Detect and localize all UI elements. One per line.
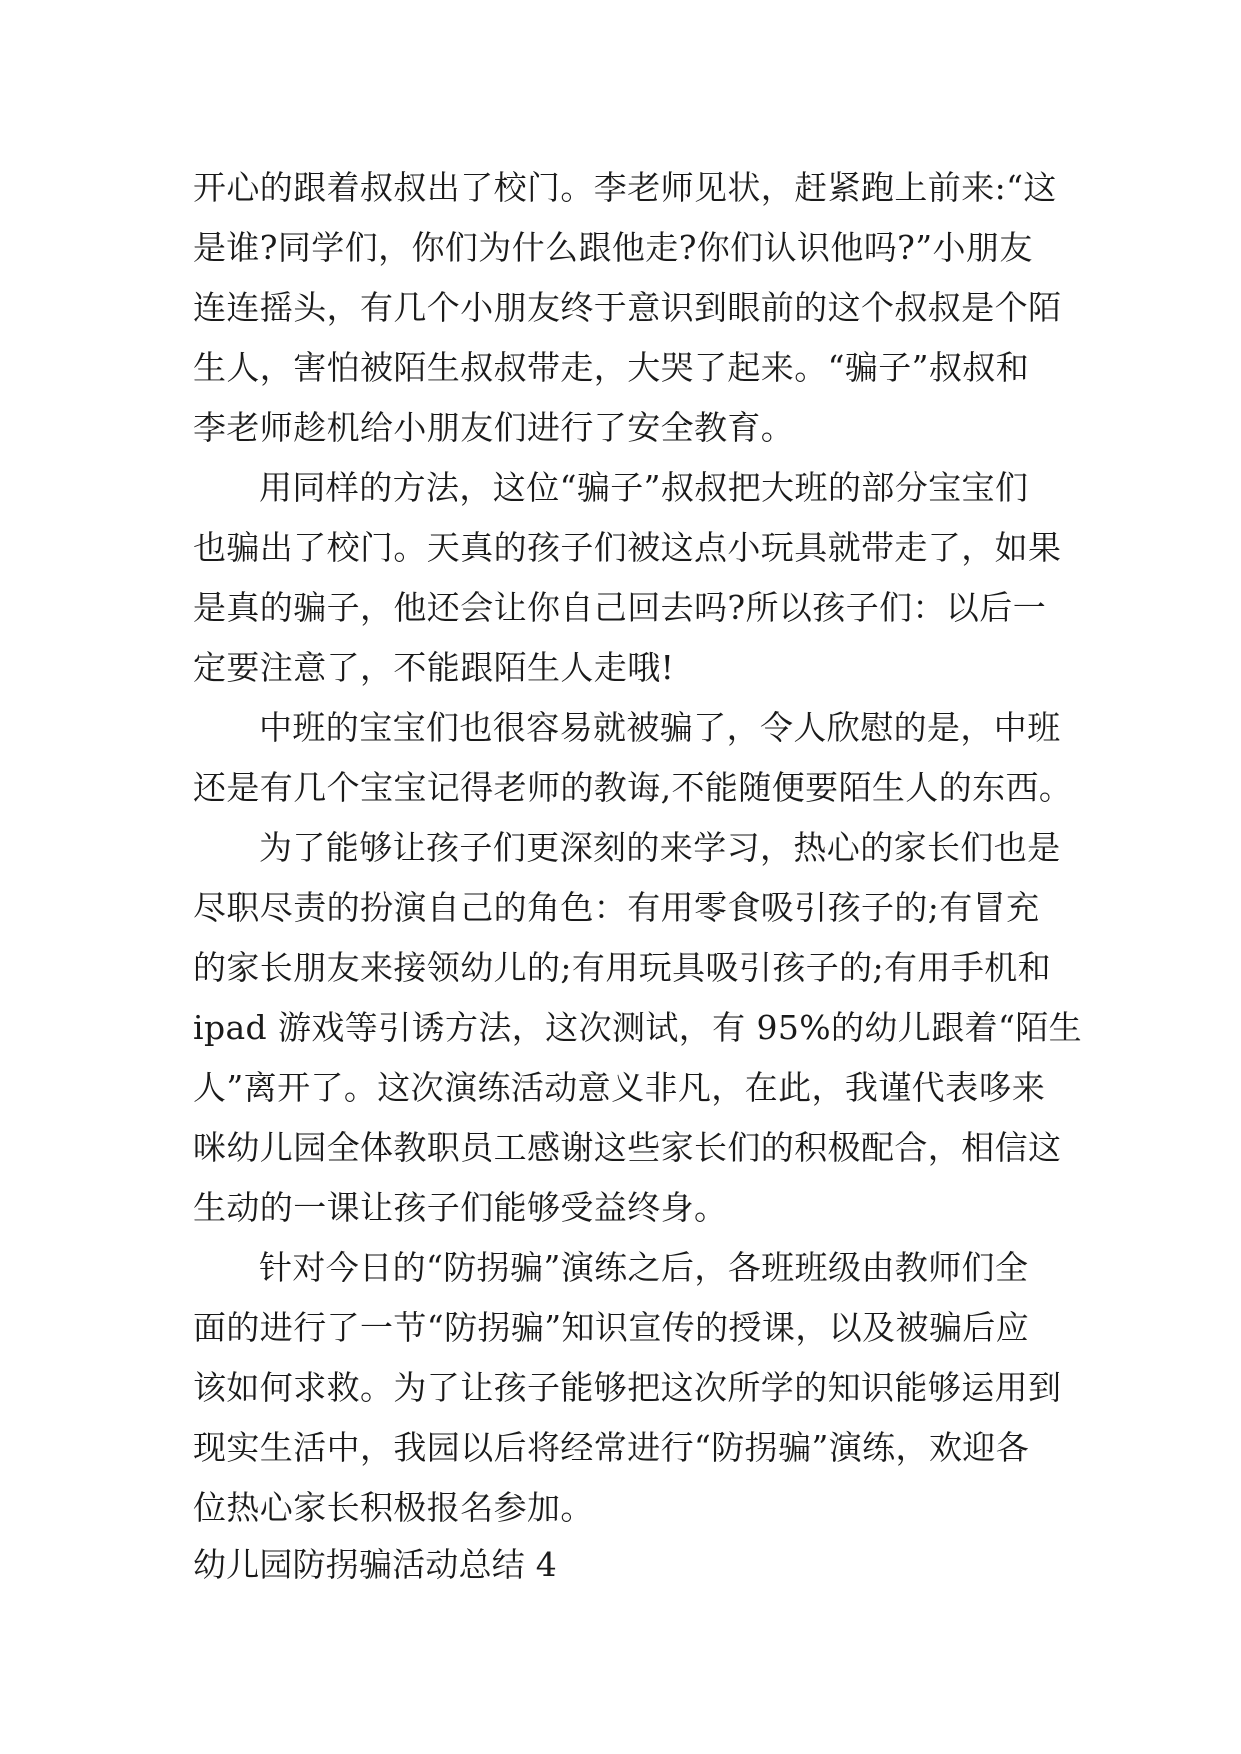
text-line: 位热心家长积极报名参加。 [193, 1488, 594, 1527]
text-line: 连连摇头，有几个小朋友终于意识到眼前的这个叔叔是个陌 [193, 288, 1062, 327]
text-line: 尽职尽责的扮演自己的角色：有用零食吸引孩子的;有冒充 [193, 888, 1040, 927]
text-line: 李老师趁机给小朋友们进行了安全教育。 [193, 408, 795, 447]
section-heading: 幼儿园防拐骗活动总结 4 [193, 1545, 557, 1584]
text-line: 面的进行了一节“防拐骗”知识宣传的授课，以及被骗后应 [193, 1308, 1030, 1347]
text-line: 是谁?同学们，你们为什么跟他走?你们认识他吗?”小朋友 [193, 228, 1033, 267]
text-line: 生人，害怕被陌生叔叔带走，大哭了起来。“骗子”叔叔和 [193, 348, 1030, 387]
text-line: 也骗出了校门。天真的孩子们被这点小玩具就带走了，如果 [193, 528, 1062, 567]
text-line: 生动的一课让孩子们能够受益终身。 [193, 1188, 728, 1227]
text-line: 定要注意了，不能跟陌生人走哦! [193, 648, 675, 687]
text-line: 现实生活中，我园以后将经常进行“防拐骗”演练，欢迎各 [193, 1428, 1030, 1467]
text-line: 还是有几个宝宝记得老师的教诲,不能随便要陌生人的东西。 [193, 768, 1073, 807]
paragraph-first-line: 用同样的方法，这位“骗子”叔叔把大班的部分宝宝们 [259, 468, 1029, 507]
paragraph-first-line: 为了能够让孩子们更深刻的来学习，热心的家长们也是 [259, 828, 1061, 867]
paragraph-first-line: 中班的宝宝们也很容易就被骗了，令人欣慰的是，中班 [259, 708, 1061, 747]
text-line: 该如何求救。为了让孩子能够把这次所学的知识能够运用到 [193, 1368, 1062, 1407]
text-line: ipad 游戏等引诱方法，这次测试，有 95%的幼儿跟着“陌生 [193, 1008, 1083, 1047]
text-line: 是真的骗子，他还会让你自己回去吗?所以孩子们：以后一 [193, 588, 1047, 627]
paragraph-first-line: 针对今日的“防拐骗”演练之后，各班班级由教师们全 [259, 1248, 1029, 1287]
text-line: 的家长朋友来接领幼儿的;有用玩具吸引孩子的;有用手机和 [193, 948, 1052, 987]
text-line: 人”离开了。这次演练活动意义非凡，在此，我谨代表哆来 [193, 1068, 1046, 1107]
text-line: 开心的跟着叔叔出了校门。李老师见状，赶紧跑上前来:“这 [193, 168, 1057, 207]
text-line: 咪幼儿园全体教职员工感谢这些家长们的积极配合，相信这 [193, 1128, 1062, 1167]
